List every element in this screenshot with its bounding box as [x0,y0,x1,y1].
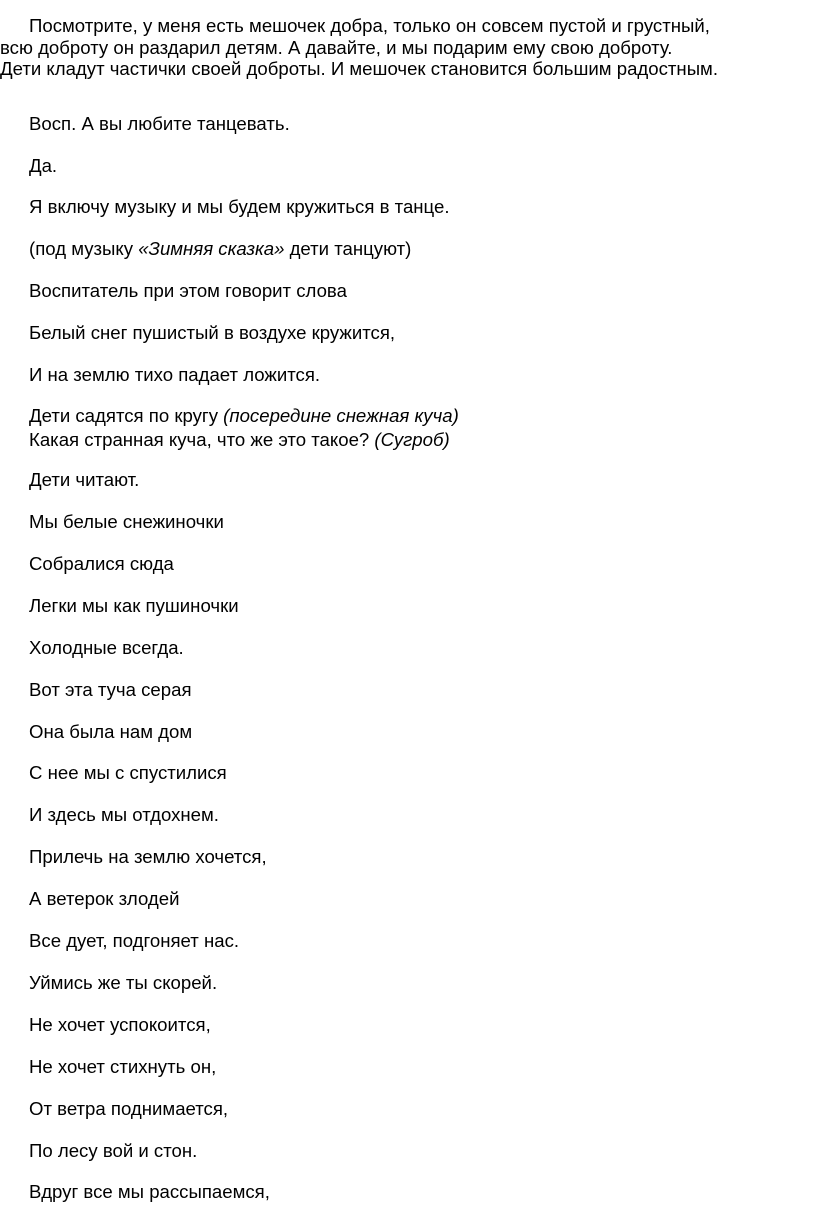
poem-line: Вот эта туча серая [29,678,192,700]
question-text: Какая странная куча, что же это такое? [29,429,375,450]
intro-paragraph [0,15,816,80]
intro-line: всю доброту он раздарил детям. А давайте, и мы подарим ему свою доброту. [0,36,673,58]
dialogue-line: Восп. А вы любите танцевать. [29,113,290,134]
poem-line: Легки мы как пушиночки [29,594,239,616]
stage-direction [29,238,411,259]
poem-line: Уймись же ты скорей. [29,971,218,993]
sit-text: Дети садятся по кругу [29,405,224,426]
dialogue-line: Дети читают. [29,469,140,490]
poem-line: И здесь мы отдохнем. [29,804,219,826]
poem-line: От ветра поднимается, [29,1097,229,1119]
poem-line: Мы белые снежиночки [29,511,224,532]
question-answer: (Сугроб) [374,429,450,450]
dialogue-line: Я включу музыку и мы будем кружиться в танце. [29,196,450,217]
stage-direction-prefix: (под музыку [29,238,139,259]
poem-line: Все дует, подгоняет нас. [29,930,240,951]
stage-direction [29,405,459,426]
poem-line: Не хочет успокоится, [29,1013,211,1035]
poem-line: Не хочет стихнуть он, [29,1055,217,1077]
poem-line: А ветерок злодей [29,888,180,910]
poem-line: Прилечь на землю хочется, [29,846,267,868]
intro-line: Дети кладут частички своей доброты. И мешочек становится большим радостным. [0,58,719,79]
poem-line: Она была нам дом [29,720,193,742]
song-title: «Зимняя сказка» [138,238,285,259]
poem-line: С нее мы с спустилися [29,762,227,784]
sit-note: (посередине снежная куча) [223,405,459,426]
dialogue-line: Да. [29,155,58,176]
poem-line: И на землю тихо падает ложится. [29,364,321,385]
poem-line: Вдруг все мы рассыпаемся, [29,1181,270,1203]
poem-line: Белый снег пушистый в воздухе кружится, [29,322,396,343]
stage-direction-suffix: дети танцуют) [284,238,412,259]
dialogue-line [29,429,450,450]
intro-line: Посмотрите, у меня есть мешочек добра, только он совсем пустой и грустный, [29,15,710,36]
poem-line: Холодные всегда. [29,636,184,658]
poem-line: Собралися сюда [29,552,174,574]
dialogue-line: Воспитатель при этом говорит слова [29,280,347,301]
poem-line: По лесу вой и стон. [29,1139,198,1161]
